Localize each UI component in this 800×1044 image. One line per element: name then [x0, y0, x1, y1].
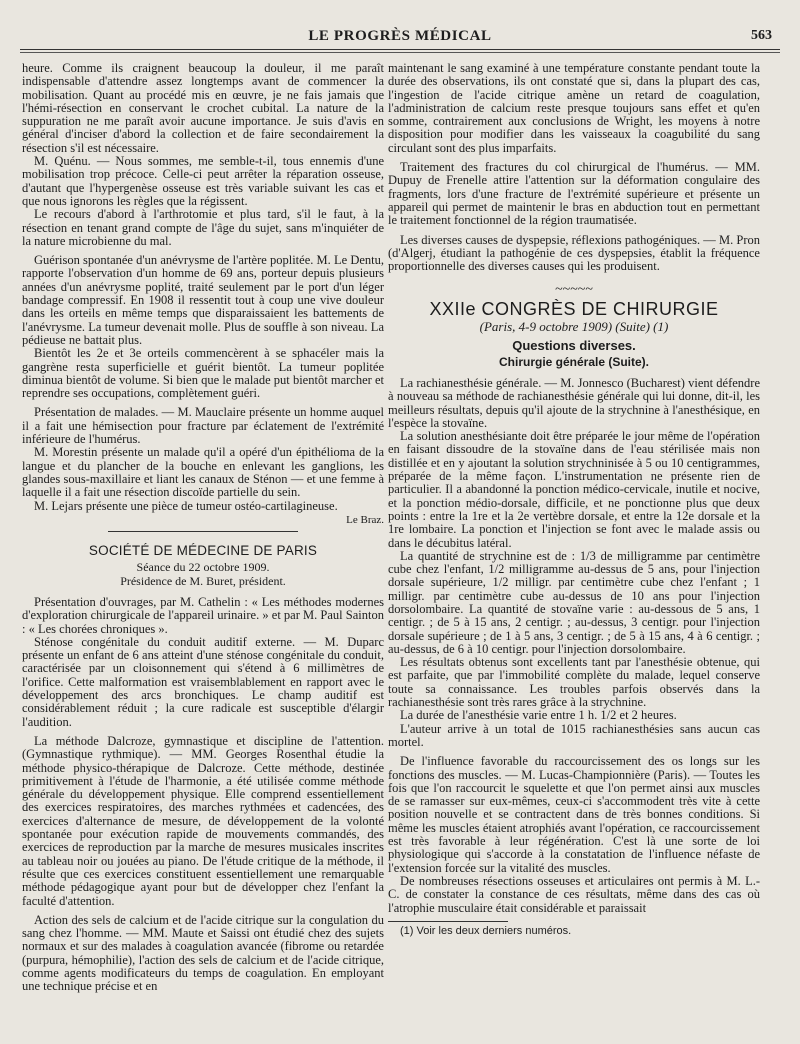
paragraph: M. Morestin présente un malade qu'il a opéré d'un épithélioma de la langue et du plancher de la bouche en enlevant les ganglions, les glandes sous-maxillaire et liant les canaux de Sténon — et une femme à laquelle il a fait une résection discoïde partielle du sein.	[22, 445, 384, 500]
paragraph: Guérison spontanée d'un anévrysme de l'artère poplitée. M. Le Dentu, rapporte l'observation d'un homme de 69 ans, porteur depuis plusieurs années d'un anévrysme poplité, traité seulement par le port d'un léger bandage compressif. En 1908 il ressentit tout à coup une vive douleur dans les orteils en même temps que disparaissaient les battements de l'anévrysme. La tumeur devenait molle. Plus de souffle à son niveau. La pédieuse ne battait plus.	[22, 253, 384, 347]
paragraph: Traitement des fractures du col chirurgical de l'humérus. — MM. Dupuy de Frenelle attire l'attention sur la déformation congulaire des fragments, lors d'une fracture de l'extrémité supérieure et présente un appareil qui permet de maintenir le bras en abduction tout en permettant le traitement fonctionnel de la région traumatisée.	[388, 160, 760, 228]
congress-dates: (Paris, 4-9 octobre 1909) (Suite) (1)	[479, 319, 669, 335]
paragraph: Sténose congénitale du conduit auditif externe. — M. Duparc présente un enfant de 6 ans atteint d'une sténose congénitale du conduit, caractérisée par un cloisonnement qui s'étend à 6 millimètres de l'orifice. Cette malformation est vraisemblablement en rapport avec le développement des arcs bronchiques. Le champ auditif est considérablement réduit ; la cure radicale est susceptible d'élargir l'audition.	[22, 634, 384, 729]
paragraph: L'auteur arrive à un total de 1015 rachianesthésies sans aucun cas mortel.	[388, 721, 760, 749]
paragraph: M. Lejars présente une pièce de tumeur ostéo-cartilagineuse.	[34, 498, 338, 513]
paragraph: La solution anesthésiante doit être préparée le jour même de l'opération en faisant dissoudre de la stovaïne dans de l'eau stérilisée mais non distillée et en y ajoutant la solution strychninisée à 5 ou 10 centigrammes, préparée de la même façon. L'instrumentation ne présente rien de particulier. Il a abandonné la ponction médico-cervicale, inutile et nocive, et la ponction médio-dorsale, difficile, et ne ponctionne plus que deux points : entre la 1re et la 2e vertèbre dorsale, et entre la 12e dorsale et la 1re lombaire. La ponction et l'injection se font avec le malade assis ou dans le décubitus latéral.	[388, 429, 760, 550]
header-rule-secondary	[20, 52, 780, 53]
paragraph: La quantité de strychnine est de : 1/3 de milligramme par centimètre cube chez l'enfant, 1/2 milligramme au-dessus de 5 ans, pour l'injection dorsale supérieure, 1/2 milligr. par centimètre cube chez l'enfant ; 1 milligr. par centimètre cube au-dessus de 10 ans pour l'injection dorsolombaire. La quantité de stovaïne varie : au-dessous de 5 ans, 1 centigr. ; de 5 à 15 ans, 2 centigr. ; au-dessus, 3 centigr. pour l'injection dorsale supérieure ; de 1 à 5 ans, 3 centigr. ; de 5 à 15 ans, 4 à 6 centigr. ; au-dessus, de 6 à 10 centigr. pour l'injection dorsolombaire.	[388, 548, 760, 656]
paragraph: De nombreuses résections osseuses et articulaires ont permis à M. L.- C. de constater la constance de ces résultats, même dans des cas où l'atrophie musculaire était considérable et paraissait	[388, 873, 760, 915]
paragraph: maintenant le sang examiné à une température constante pendant toute la durée des observations, ils ont constaté que si, dans la plupart des cas, l'ingestion de l'acide citrique amène un retard de coagulation, l'administration de calcium reste presque toujours sans effet et qu'en somme, contrairement aux conclusions de Wright, les moyens à notre disposition pour modifier dans les vaisseaux la coagubilité du sang circulant sont des plus imparfaits.	[388, 61, 760, 155]
paragraph: La méthode Dalcroze, gymnastique et discipline de l'attention. (Gymnastique rythmique). — MM. Georges Rosenthal étudie la méthode physico-thérapique de Dalcroze. Cette méthode, destinée primitivement à l'étude de l'harmonie, a été utilisée comme méthode générale du développement physique. Elle comprend essentiellement des exercices respiratoires, des marches rythmées et cadencées, des exercices d'alternance de mesure, de développement de la volonté spontanée pour exécution rapide de mouvements commandés, des exercices de reproduction par la marche de mesures musicales inscrites au tableau noir ou jouées au piano. De l'étude critique de la méthode, il résulte que ces exercices constituent essentiellement une remarquable méthode pédagogique ayant pour but de développer chez l'enfant la faculté d'attention.	[22, 733, 384, 908]
paragraph: M. Quénu. — Nous sommes, me semble-t-il, tous ennemis d'une mobilisation trop précoce. Celle-ci peut arrêter la réparation osseuse, d'autant que l'hypergenèse osseuse est très variable suivant les cas et que nous ignorons les règles que la régissent.	[22, 154, 384, 208]
paragraph: Présentation de malades. — M. Mauclaire présente un homme auquel il a fait une hémisection pour fracture par éclatement de l'extrémité inférieure de l'humérus.	[22, 405, 384, 447]
paragraph: La rachianesthésie générale. — M. Jonnesco (Bucharest) vient défendre à nouveau sa méthode de rachianesthésie générale qui lui donne, dit-il, les meilleurs résultats, depuis qu'il ajoute de la strychnine à l'anesthésique, en l'espèce la stovaïne.	[388, 375, 760, 430]
presidency: Présidence de M. Buret, président.	[120, 573, 286, 588]
paragraph: Les diverses causes de dyspepsie, réflexions pathogéniques. — M. Pron (d'Algerj, étudiant la pathogénie de ces dyspepsies, établit la fréquence proportionnelle des diverses causes qui les produisent.	[388, 232, 760, 274]
society-heading: SOCIÉTÉ DE MÉDECINE DE PARIS	[88, 543, 318, 559]
header-rule	[20, 49, 780, 50]
right-column	[388, 62, 760, 938]
signature: Le Braz.	[346, 513, 384, 526]
section-divider	[108, 531, 298, 532]
journal-title: LE PROGRÈS MÉDICAL	[308, 28, 492, 44]
paragraph: Le recours d'abord à l'arthrotomie et plus tard, s'il le faut, à la résection en tenant grand compte de l'âge du sujet, sans m'inquiéter de la nature microbienne du mal.	[22, 207, 384, 248]
paragraph: La durée de l'anesthésie varie entre 1 h. 1/2 et 2 heures.	[400, 708, 677, 723]
paragraph: Action des sels de calcium et de l'acide citrique sur la congulation du sang chez l'homme. — MM. Maute et Saissi ont étudié chez des sujets normaux et sur des malades à coagulation avancée (fibrome ou retardée (purpura, hémophilie), l'action des sels de calcium et de l'acide citrique, comme agents modificateurs du temps de coagulation. En employant une technique précise et en	[22, 912, 384, 994]
left-column	[22, 62, 384, 994]
ornament-divider: ~~~~~	[555, 282, 593, 298]
footnote-rule	[388, 921, 508, 922]
paragraph: heure. Comme ils craignent beaucoup la douleur, il me paraît indispensable d'attendre assez longtemps avant de commencer la mobilisation. Quant au procédé mis en œuvre, je ne fais jamais que l'hémi-résection en conservant le crochet cubital. La nature de la suppuration ne me paraît avoir aucune importance. Je suis d'avis en général d'inciser d'abord la collection et de faire secondairement la résection s'il est nécessaire.	[22, 61, 384, 155]
page-number: 563	[751, 28, 772, 43]
paragraph: Bientôt les 2e et 3e orteils commencèrent à se sphacéler mais la gangrène resta superficielle et guérit bientôt. La tumeur poplitée diminua bientôt de volume. Si bien que le malade put bientôt marcher et reprendre ses occupations, complètement guéri.	[22, 346, 384, 401]
footnote: (1) Voir les deux derniers numéros.	[400, 924, 572, 937]
paragraph: Présentation d'ouvrages, par M. Cathelin : « Les méthodes modernes d'exploration chirurgicale de l'appareil urinaire. » et par M. Paul Sainton : « Les chorées chroniques ».	[22, 594, 384, 636]
section-heading: Questions diverses.	[512, 338, 636, 354]
congress-title: XXIIe CONGRÈS DE CHIRURGIE	[429, 298, 719, 319]
session-date: Séance du 22 octobre 1909.	[136, 560, 270, 575]
paragraph: De l'influence favorable du raccourcissement des os longs sur les fonctions des muscles. — M. Lucas-Championnière (Paris). — Toutes les fois que l'on raccourcit le squelette et que l'on permet ainsi aux muscles de se ramasser sur eux-mêmes, ceux-ci s'accommodent très vite à cette position nouvelle et se contractent dans de très bonnes conditions. Si même les muscles étaient atrophiés avant l'opération, ce raccourcissement est très favorable à leur régénération. C'est là une sorte de loi physiologique qui s'accorde à la constatation de l'influence néfaste de l'extension forcée sur la vitalité des muscles.	[388, 754, 760, 875]
subsection-heading: Chirurgie générale (Suite).	[498, 354, 650, 369]
page-header	[20, 28, 780, 46]
paragraph: Les résultats obtenus sont excellents tant par l'anesthésie obtenue, qui est parfaite, que par l'immobilité complète du malade, lequel conserve toute sa connaissance. Les troubles parfois observés dans la rachianesthésie sont très rares grâce à la strychnine.	[388, 655, 760, 710]
